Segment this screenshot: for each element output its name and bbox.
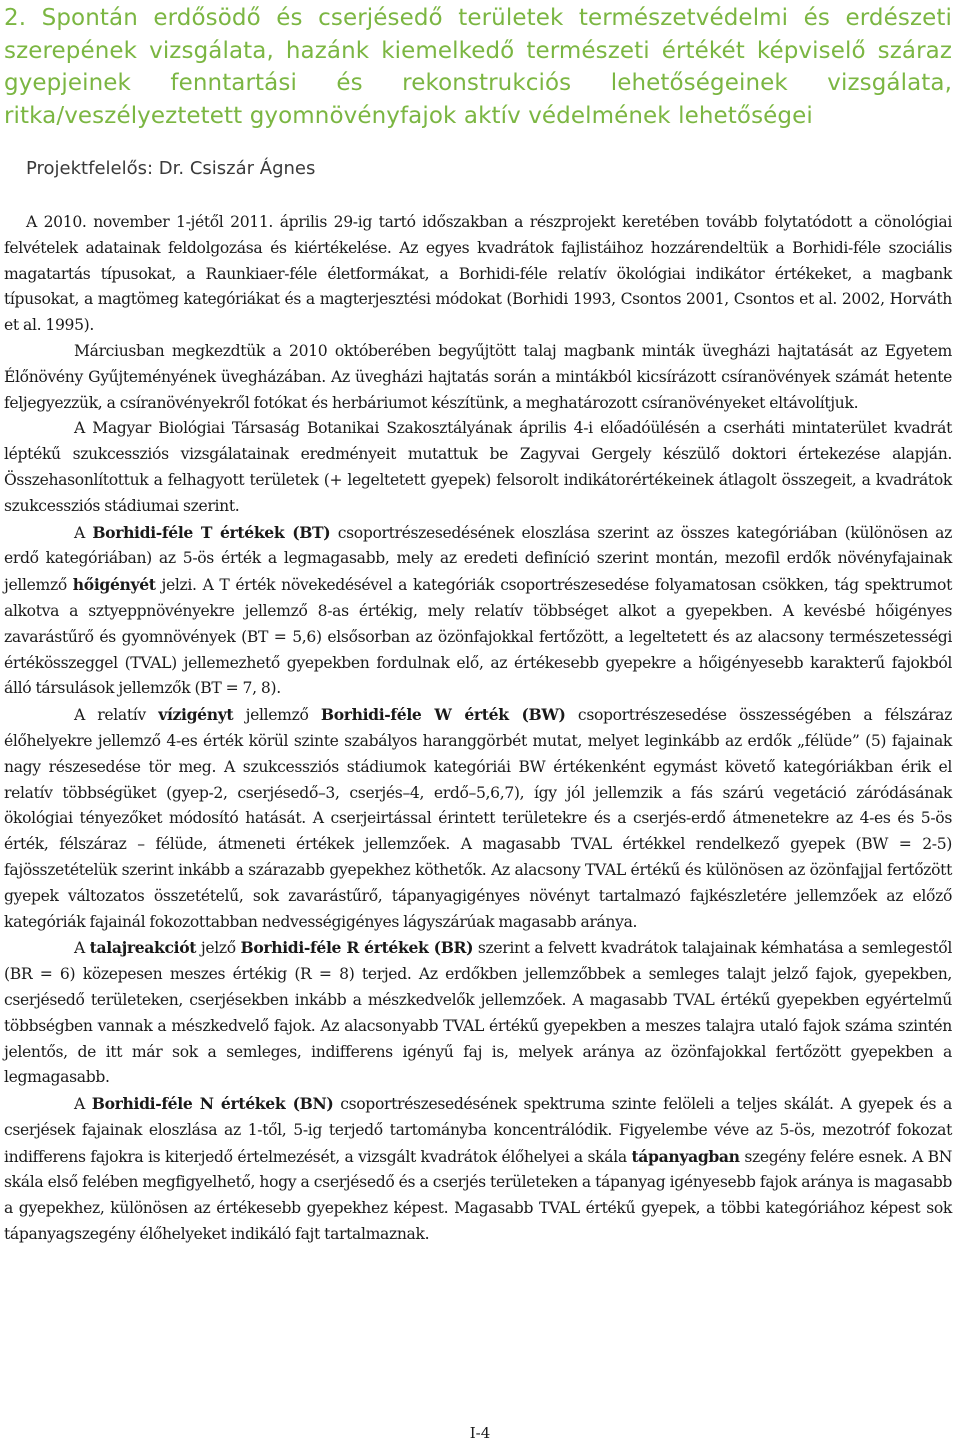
text-run: A [74,1095,92,1114]
bold-term: vízigényt [158,705,234,725]
text-run: szerint a felvett kvadrátok talajainak kémhatása a semlegestől (BR = 6) közepesen meszes értékig (R = 8) terjed. Az erdőkben jellemzőbbek a semleges talajt jelző fajok, gyepekben, cserjésedő területeken, cserjésekben inkább a mészkedvelők jellemzőek. A magasabb TVAL értékű gyepekben egyértelmű többségben vannak a mészkedvelő fajok. Az alacsonyabb TVAL értékű gyepekben a meszes talajra utaló fajok száma szintén jelentős, de itt már sok a semleges, indifferens igényű faj is, melyek aránya az özönfajokkal fertőzött gyepekben a legmagasabb. [4,939,952,1087]
paragraph-text: április 29-ig tartó időszakban a részprojekt keretében tovább folytatódott a cönológiai felvételek adatainak feldolgozása és kiértékelése. Az egyes kvadrátok fajlistáihoz hozzárendeltük a Borhidi-féle szociális magatartás típusokat, a Raunkiaer-féle életformákat, a Borhidi-féle relatív ökológiai indikátor értékeket, a magbank típusokat, a magtömeg kategóriákat és a magterjesztési módokat (Borhidi 1993, Csontos 2001, Csontos et al. 2002, Horváth et al. 1995). [4,213,952,335]
text-run: csoportrészesedése összességében a félszáraz élőhelyekre jellemző 4-es érték körül szinte szabályos haranggörbét mutat, melyet leginkább az erdők „félüde” (5) fajainak nagy részesedése tör meg. A szukcessziós stádiumok kategóriái BW értékenként egymást követő kategóriákban érik el relatív többségüket (gyep-2, cserjésedő–3, cserjés–4, erdő–5,6,7), így jól jellemzik a fás szárú vegetáció záródásának ökológiai tényezőket módosító hatását. A cserjeirtással érintett területekre és a cserjés-erdő átmenetekre az 4-es és 5-ös érték, félszáraz – félüde, átmeneti értékek jellemzőek. A magasabb TVAL értékkel rendelkező gyepek (BW = 2-5) fajösszetételük szerint inkább a szárazabb gyepekhez köthetők. Az alacsony TVAL értékű és különösen az özönfajjal fertőzött gyepek változatos összetételű, sok zavarástűrő, tápanyagigényes növényt tartalmazó fajkészletére jellemzőek az előző kategóriák fajainál fokozottabban nedvességigényes lágyszárúak magasabb aránya. [4,706,952,931]
text-run: A relatív [74,706,159,725]
paragraph-bt [4,520,952,703]
text-run: jelzi. A T érték növekedésével a kategóriák csoportrészesedése folyamatosan csökken, tág spektrumot alkotva a sztyeppnövényekre jellemző 8-as értékig, mely relatív többséget alkot a gyepekben. A kevésbé hőigényes zavarástűrő és gyomnövények (BT = 5,6) elsősorban az özönfajokkal fertőzött, a legeltetett és az alacsony természetességi értékösszeggel (TVAL) jellemezhető gyepekben fordulnak elő, az értékesebb gyepekre a hőigényesebb karakterű fajokból álló társulások jellemzők (BT = 7, 8). [4,576,952,698]
paragraph-br [4,935,952,1091]
text-run: jellemző [233,706,321,725]
text-run: jelző [196,939,241,958]
paragraph-lead: A 2010. november 1-jétől 2011. [26,213,274,231]
bold-term: talajreakciót [89,938,197,958]
paragraph-2: Márciusban megkezdtük a 2010 októberében begyűjtött talaj magbank minták üvegházi hajtatását az Egyetem Élőnövény Gyűjteményének üvegházában. Az üvegházi hajtatás során a mintákból kicsírázott csíranövények számát hetente feljegyezzük, a csíranövényekről fotókat és herbáriumot készítünk, a meghatározott csíranövényeket eltávolítjuk. [4,341,952,412]
text-run: A [74,939,90,958]
paragraph-1 [4,210,952,339]
bold-term: hőigényét [72,575,156,595]
section-title: 2. Spontán erdősödő és cserjésedő területek természetvédelmi és erdészeti szerepének vizsgálata, hazánk kiemelkedő természeti értékét képviselő száraz gyepjeinek fenntartási és rekonstrukciós lehetőségeinek vizsgálata, ritka/veszélyeztetett gyomnövényfajok aktív védelmének lehetőségei [4,5,952,129]
text-run: csoportrészesedésének eloszlása szerint az összes kategóriában (különösen az erdő kategóriában) az 5-ös érték a legmagasabb, mely az eredeti definíció szerint montán, mezofil erdők növényfajainak jellemző [4,523,952,595]
bold-term: Borhidi-féle T értékek (BT) [92,522,331,542]
paragraph-3: A Magyar Biológiai Társaság Botanikai Szakosztályának április 4-i előadóülésén a cserháti mintaterület kvadrát léptékű szukcessziós vizsgálatainak eredményeit mutattuk be Zagyvai Gergely készülő doktori értekezése alapján. Összehasonlítottuk a felhagyott területek (+ legeltetett gyepek) felsorolt indikátorértékeinek átlagolt összegeit, a kvadrátok szukcessziós stádiumai szerint. [4,419,952,515]
paragraph-bw [4,702,952,935]
body-text [4,210,952,1248]
bold-term: tápanyagban [631,1146,740,1166]
bold-term: Borhidi-féle W érték (BW) [320,705,566,725]
text-run: szegény felére esnek. A BN skála első felében megfigyelhető, hogy a cserjésedő és a cserjés területeken a tápanyag igényesebb fajok aránya is magasabb a gyepekhez, különösen az értékesebb gyepekhez képest. Magasabb TVAL értékű gyepek, a többi kategóriához képest sok tápanyagszegény élőhelyeket indikáló fajt tartalmaznak. [4,1147,953,1244]
bold-term: Borhidi-féle N értékek (BN) [91,1094,334,1114]
page-number: I-4 [469,1424,491,1442]
text-run: csoportrészesedésének spektruma szinte felöleli a teljes skálát. A gyepek és a cserjések fajainak eloszlása az 1-től, 5-ig terjedő tartományba koncentrálódik. Figyelembe véve az 5-ös, mezotróf fokozat indifferens fajokra is kiterjedő értelmezését, a vizsgált kvadrátok élőhelyei a skála [4,1095,953,1166]
bold-term: Borhidi-féle R értékek (BR) [240,938,474,958]
project-responsible: Projektfelelős: Dr. Csiszár Ágnes [26,158,316,179]
paragraph-bn [4,1091,952,1248]
text-run: A [74,523,93,542]
